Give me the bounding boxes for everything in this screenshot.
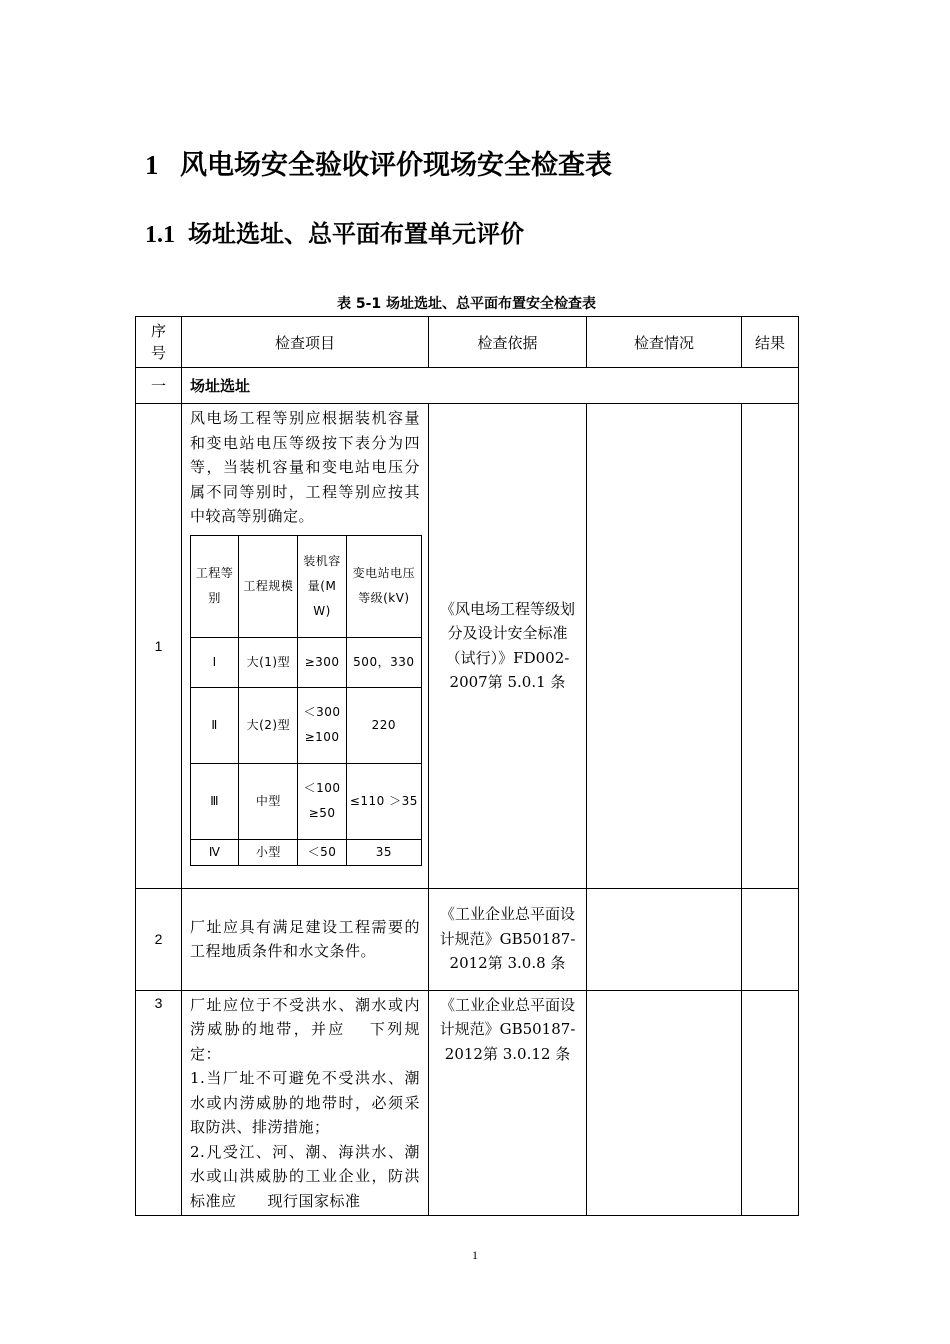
row-item	[182, 404, 429, 889]
grade-cell: ≥300	[298, 637, 346, 687]
grade-cell: 中型	[239, 763, 298, 839]
header-seq: 序号	[136, 317, 182, 368]
grade-cell: ≤110 ＞35	[346, 763, 421, 839]
page-number: 1	[472, 1248, 478, 1262]
grade-cell: 大(2)型	[239, 687, 298, 763]
section-heading-1	[145, 143, 612, 182]
grade-header-cell: 变电站电压等级(kV)	[346, 535, 421, 637]
grade-cell: Ⅱ	[191, 687, 239, 763]
grade-cell: Ⅲ	[191, 763, 239, 839]
row-result	[742, 990, 799, 1216]
heading-1-number: 1	[145, 150, 159, 180]
grade-row	[191, 637, 422, 687]
row-item-text: 厂址应位于不受洪水、潮水或内涝威胁的地带，并应 下列规定：	[190, 995, 420, 1063]
heading-2-number: 1.1	[145, 222, 175, 248]
table-caption: 表 5-1 场址选址、总平面布置安全检查表	[336, 296, 597, 312]
section-title: 场址选址	[182, 368, 799, 404]
grade-header-cell: 装机容量(MW)	[298, 535, 346, 637]
row-item-text: 风电场工程等别应根据装机容量和变电站电压等级按下表分为四等，当装机容量和变电站电压分属不同等别时，工程等别应按其中较高等别确定。	[190, 409, 420, 525]
row-result	[742, 404, 799, 889]
header-result: 结果	[742, 317, 799, 368]
section-number: 一	[136, 368, 182, 404]
row-status	[587, 404, 742, 889]
row-item: 厂址应具有满足建设工程需要的工程地质条件和水文条件。	[182, 888, 429, 990]
header-item: 检查项目	[182, 317, 429, 368]
grade-cell: 220	[346, 687, 421, 763]
section-heading-2	[145, 214, 524, 249]
grade-header-cell: 工程等别	[191, 535, 239, 637]
safety-checklist-table	[135, 316, 799, 1216]
row-status	[587, 990, 742, 1216]
grade-cell: ＜300 ≥100	[298, 687, 346, 763]
row-result	[742, 888, 799, 990]
table-row	[136, 404, 799, 889]
grade-cell: 小型	[239, 839, 298, 865]
grade-cell: ＜100 ≥50	[298, 763, 346, 839]
grade-cell: ＜50	[298, 839, 346, 865]
table-header-row	[136, 317, 799, 368]
grade-cell: 500，330	[346, 637, 421, 687]
table-row	[136, 990, 799, 1216]
table-row	[136, 888, 799, 990]
row-basis: 《风电场工程等级划分及设计安全标准（试行）》FD002-2007第 5.0.1 条	[429, 404, 587, 889]
grade-row	[191, 687, 422, 763]
grade-header-cell: 工程规模	[239, 535, 298, 637]
section-row	[136, 368, 799, 404]
grade-row	[191, 839, 422, 865]
grade-cell: Ⅰ	[191, 637, 239, 687]
grade-cell: Ⅳ	[191, 839, 239, 865]
grade-row	[191, 763, 422, 839]
grade-cell: 大(1)型	[239, 637, 298, 687]
row-number: 3	[136, 990, 182, 1216]
row-number: 1	[136, 404, 182, 889]
heading-1-text: 风电场安全验收评价现场安全检查表	[180, 150, 612, 181]
row-basis: 《工业企业总平面设计规范》GB50187-2012第 3.0.12 条	[429, 990, 587, 1216]
row-item-line: 2.凡受江、河、潮、海洪水、潮水或山洪威胁的工业企业，防洪标准应 现行国家标准	[190, 1142, 420, 1210]
row-status	[587, 888, 742, 990]
grade-cell: 35	[346, 839, 421, 865]
grade-table	[190, 535, 422, 866]
row-basis: 《工业企业总平面设计规范》GB50187-2012第 3.0.8 条	[429, 888, 587, 990]
row-item	[182, 990, 429, 1216]
grade-table-header	[191, 535, 422, 637]
header-basis: 检查依据	[429, 317, 587, 368]
header-status: 检查情况	[587, 317, 742, 368]
row-item-line: 1.当厂址不可避免不受洪水、潮水或内涝威胁的地带时，必须采取防洪、排涝措施；	[190, 1069, 420, 1136]
heading-2-text: 场址选址、总平面布置单元评价	[188, 220, 524, 248]
row-number: 2	[136, 888, 182, 990]
